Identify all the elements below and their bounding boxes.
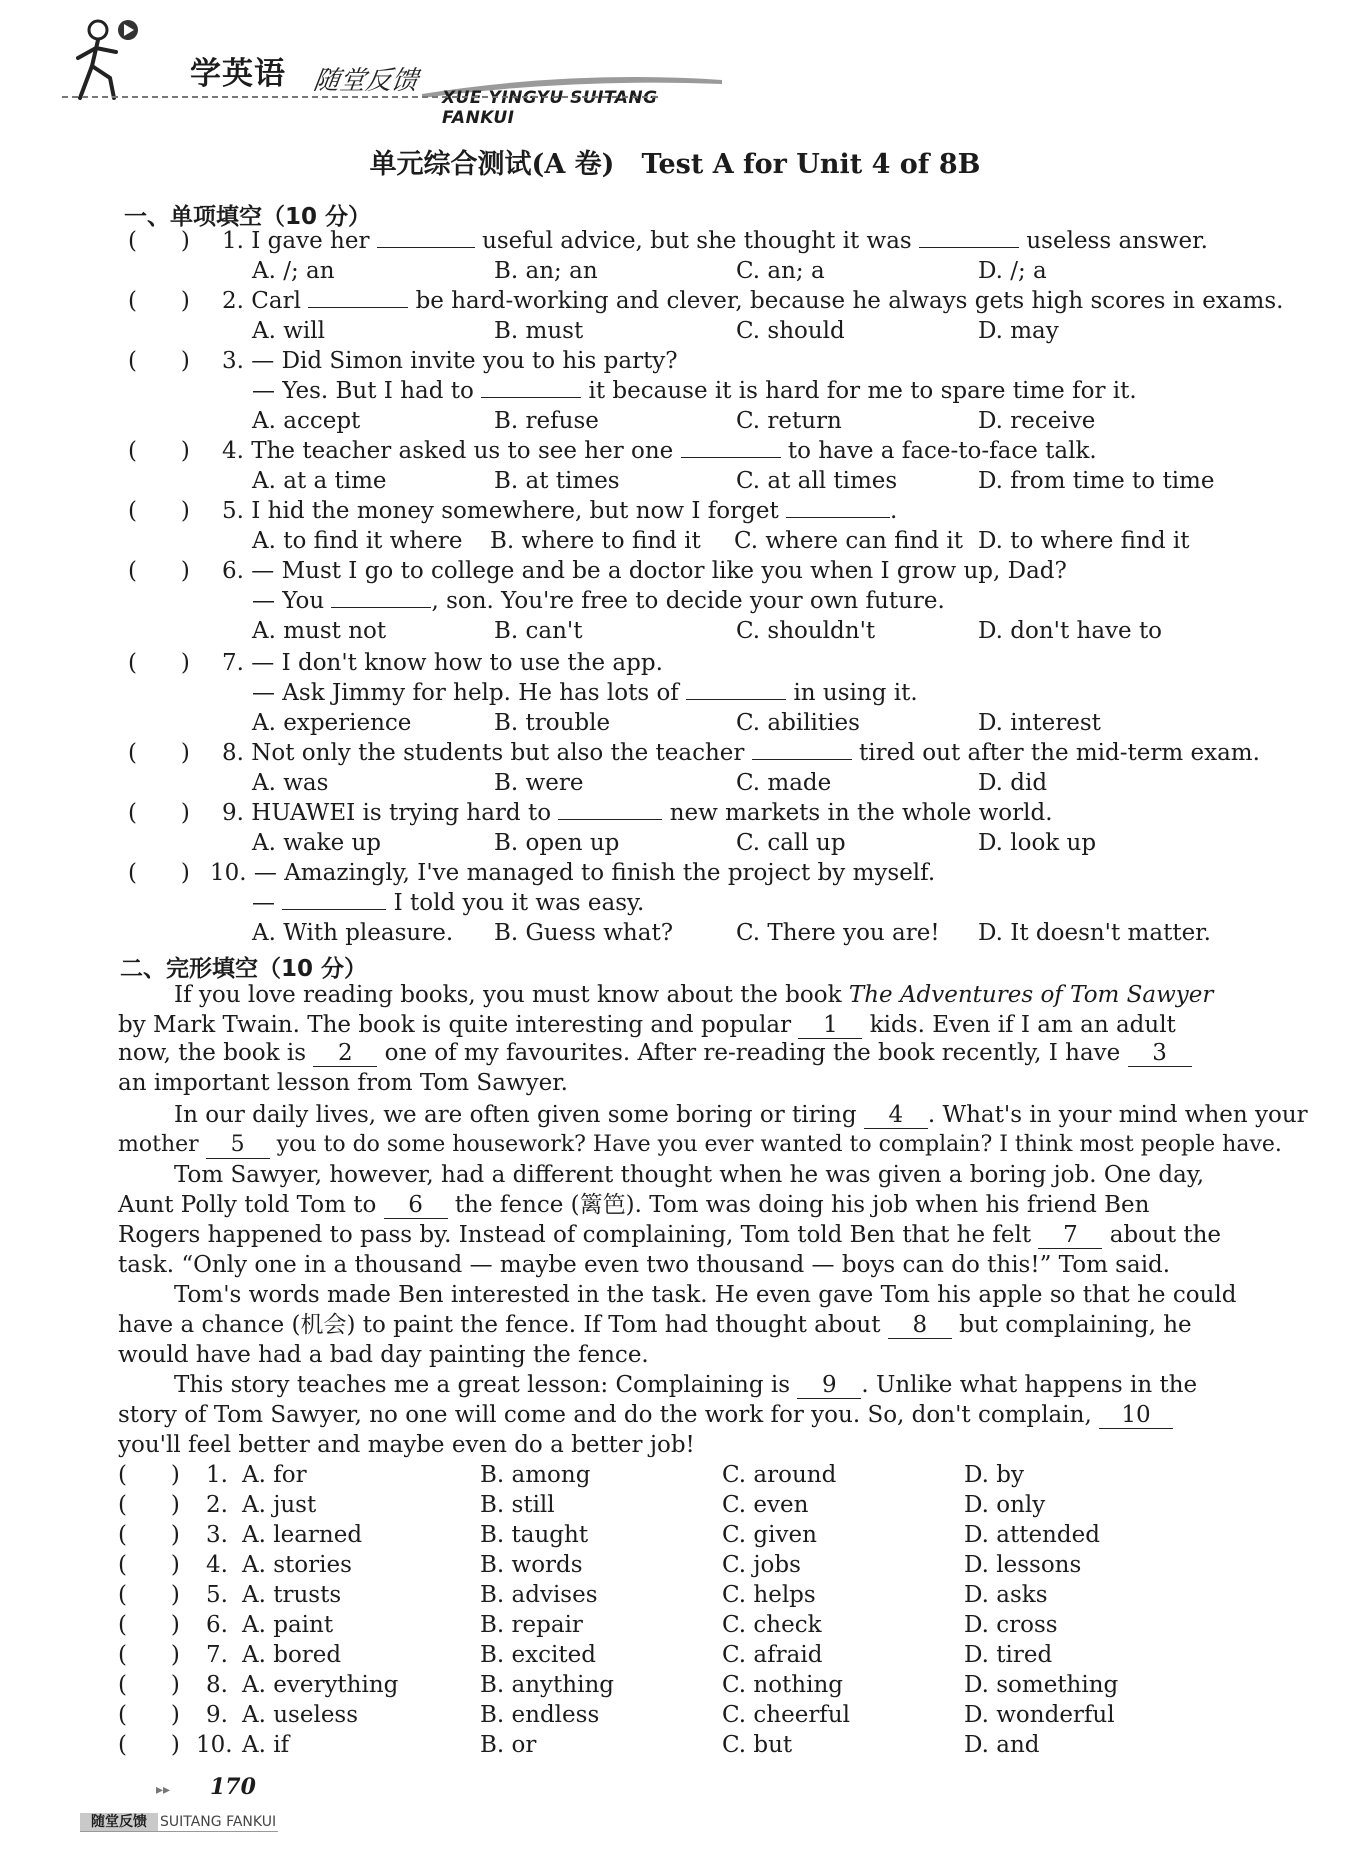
cloze-option-number: 3.: [206, 1522, 228, 1548]
cloze-blank-10: 10: [1099, 1402, 1173, 1429]
cloze-option: A. paint: [242, 1612, 334, 1638]
answer-paren: ( ): [118, 1732, 180, 1758]
answer-blank: [786, 517, 890, 518]
cloze-option: D. only: [964, 1492, 1046, 1518]
answer-paren: ( ): [128, 348, 190, 374]
cloze-option: C. but: [722, 1732, 793, 1758]
option: B. at times: [494, 468, 620, 494]
cloze-option-number: 6.: [206, 1612, 228, 1638]
cloze-option: C. nothing: [722, 1672, 844, 1698]
passage-line: Tom's words made Ben interested in the task. He even gave Tom his apple so that he could: [174, 1282, 1237, 1308]
option: A. accept: [252, 408, 361, 434]
option: B. must: [494, 318, 584, 344]
cloze-option: A. bored: [242, 1642, 342, 1668]
answer-paren: ( ): [128, 740, 190, 766]
cloze-option: C. around: [722, 1462, 837, 1488]
cloze-option: C. jobs: [722, 1552, 801, 1578]
cloze-option: A. stories: [242, 1552, 352, 1578]
question-7: 7. — I don't know how to use the app.: [222, 650, 663, 676]
cloze-option: A. if: [242, 1732, 290, 1758]
answer-paren: ( ): [128, 650, 190, 676]
option: B. an; an: [494, 258, 598, 284]
section2-heading: 二、完形填空（10 分）: [120, 956, 368, 982]
option: B. Guess what?: [494, 920, 674, 946]
cloze-option-number: 7.: [206, 1642, 228, 1668]
cloze-option: C. afraid: [722, 1642, 823, 1668]
answer-paren: ( ): [128, 438, 190, 464]
footer-label-cn: 随堂反馈: [80, 1813, 158, 1831]
answer-paren: ( ): [118, 1582, 180, 1608]
answer-blank: [282, 909, 386, 910]
cloze-option: A. everything: [242, 1672, 399, 1698]
passage-line: have a chance (机会) to paint the fence. If Tom had thought about 8 but complaining, he: [118, 1312, 1192, 1338]
option: D. receive: [978, 408, 1096, 434]
passage-line: In our daily lives, we are often given some boring or tiring 4 . What's in your mind when your: [174, 1102, 1308, 1128]
cloze-option: C. even: [722, 1492, 809, 1518]
header-title-en: XUE YINGYU SUITANG FANKUI: [442, 88, 658, 128]
answer-blank: [681, 457, 781, 458]
cloze-option-number: 1.: [206, 1462, 228, 1488]
cloze-blank-8: 8: [888, 1312, 952, 1339]
cloze-option-number: 10.: [196, 1732, 233, 1758]
answer-blank: [377, 247, 475, 248]
question-9: 9. HUAWEI is trying hard to new markets in the whole world.: [222, 800, 1053, 826]
cloze-option: B. endless: [480, 1702, 600, 1728]
cloze-blank-7: 7: [1038, 1222, 1102, 1249]
answer-blank: [919, 247, 1019, 248]
passage-line: an important lesson from Tom Sawyer.: [118, 1070, 568, 1096]
cloze-option: A. learned: [242, 1522, 363, 1548]
passage-line: task. “Only one in a thousand — maybe even two thousand — boys can do this!” Tom said.: [118, 1252, 1171, 1278]
answer-blank: [481, 397, 581, 398]
option: B. where to find it: [490, 528, 701, 554]
option: D. from time to time: [978, 468, 1215, 494]
answer-paren: ( ): [118, 1642, 180, 1668]
option: D. It doesn't matter.: [978, 920, 1211, 946]
section1-heading: 一、单项填空（10 分）: [124, 204, 372, 230]
option: D. don't have to: [978, 618, 1163, 644]
page-title: 单元综合测试(A 卷) Test A for Unit 4 of 8B: [369, 149, 981, 180]
answer-blank: [752, 759, 852, 760]
cloze-option: B. excited: [480, 1642, 596, 1668]
cloze-option: D. and: [964, 1732, 1040, 1758]
cloze-option: D. lessons: [964, 1552, 1082, 1578]
cloze-option: B. among: [480, 1462, 591, 1488]
option: C. call up: [736, 830, 846, 856]
answer-paren: ( ): [118, 1492, 180, 1518]
question-6-line2: — You , son. You're free to decide your own future.: [252, 588, 945, 614]
passage-line: now, the book is 2 one of my favourites. After re-reading the book recently, I have 3: [118, 1040, 1192, 1067]
answer-paren: ( ): [128, 558, 190, 584]
cloze-blank-4: 4: [864, 1102, 928, 1129]
passage-line: mother 5 you to do some housework? Have you ever wanted to complain? I think most people have.: [118, 1132, 1282, 1157]
cloze-option-number: 5.: [206, 1582, 228, 1608]
cloze-option: D. cross: [964, 1612, 1058, 1638]
option: C. return: [736, 408, 842, 434]
option: D. interest: [978, 710, 1101, 736]
option: C. should: [736, 318, 845, 344]
header-subtitle-cn: 随堂反馈: [311, 66, 420, 96]
cloze-option: C. helps: [722, 1582, 816, 1608]
cloze-option: B. advises: [480, 1582, 598, 1608]
option: B. open up: [494, 830, 620, 856]
cloze-option: A. just: [242, 1492, 317, 1518]
answer-paren: ( ): [118, 1672, 180, 1698]
question-5: 5. I hid the money somewhere, but now I forget .: [222, 498, 898, 524]
header-title-cn: 学英语: [190, 56, 286, 92]
passage-line: Aunt Polly told Tom to 6 the fence (篱笆). Tom was doing his job when his friend Ben: [118, 1192, 1150, 1218]
question-6: 6. — Must I go to college and be a doctor like you when I grow up, Dad?: [222, 558, 1067, 584]
option: A. /; an: [252, 258, 335, 284]
question-10: 10. — Amazingly, I've managed to finish the project by myself.: [210, 860, 936, 886]
passage-line: you'll feel better and maybe even do a better job!: [118, 1432, 695, 1458]
option: D. did: [978, 770, 1048, 796]
answer-paren: ( ): [118, 1702, 180, 1728]
option: A. will: [252, 318, 325, 344]
runner-logo-icon: [70, 18, 148, 102]
option: B. trouble: [494, 710, 611, 736]
passage-line: This story teaches me a great lesson: Complaining is 9 . Unlike what happens in the: [174, 1372, 1198, 1398]
question-3: 3. — Did Simon invite you to his party?: [222, 348, 678, 374]
cloze-option: C. check: [722, 1612, 822, 1638]
cloze-option: B. or: [480, 1732, 537, 1758]
cloze-option-number: 2.: [206, 1492, 228, 1518]
option: B. can't: [494, 618, 583, 644]
cloze-option: A. trusts: [242, 1582, 342, 1608]
option: A. With pleasure.: [252, 920, 454, 946]
passage-line: story of Tom Sawyer, no one will come and do the work for you. So, don't complain, 10: [118, 1402, 1173, 1429]
answer-blank: [308, 307, 408, 308]
option: A. experience: [252, 710, 412, 736]
cloze-option: D. something: [964, 1672, 1119, 1698]
answer-paren: ( ): [118, 1552, 180, 1578]
cloze-option: D. asks: [964, 1582, 1048, 1608]
option: C. an; a: [736, 258, 825, 284]
footer-divider: [80, 1831, 278, 1832]
option: C. abilities: [736, 710, 860, 736]
question-3-line2: — Yes. But I had to it because it is hard for me to spare time for it.: [252, 378, 1137, 404]
option: B. refuse: [494, 408, 599, 434]
cloze-option-number: 9.: [206, 1702, 228, 1728]
option: C. There you are!: [736, 920, 940, 946]
cloze-option: D. tired: [964, 1642, 1053, 1668]
answer-paren: ( ): [118, 1612, 180, 1638]
answer-paren: ( ): [118, 1522, 180, 1548]
option: A. to find it where: [252, 528, 463, 554]
option: D. may: [978, 318, 1059, 344]
passage-line: If you love reading books, you must know about the book The Adventures of Tom Sawyer: [174, 982, 1214, 1008]
option: C. at all times: [736, 468, 898, 494]
passage-line: by Mark Twain. The book is quite interesting and popular 1 kids. Even if I am an adult: [118, 1012, 1176, 1038]
passage-line: Tom Sawyer, however, had a different thought when he was given a boring job. One day,: [174, 1162, 1205, 1188]
answer-paren: ( ): [128, 800, 190, 826]
option: A. must not: [252, 618, 387, 644]
answer-paren: ( ): [128, 860, 190, 886]
cloze-blank-1: 1: [798, 1012, 862, 1039]
answer-paren: ( ): [128, 228, 190, 254]
question-8: 8. Not only the students but also the teacher tired out after the mid-term exam.: [222, 740, 1260, 766]
cloze-option: C. given: [722, 1522, 817, 1548]
cloze-option: B. repair: [480, 1612, 583, 1638]
cloze-option: A. useless: [242, 1702, 359, 1728]
option: A. at a time: [252, 468, 387, 494]
option: C. where can find it: [734, 528, 963, 554]
cloze-blank-6: 6: [384, 1192, 448, 1219]
cloze-option: B. taught: [480, 1522, 589, 1548]
option: D. /; a: [978, 258, 1047, 284]
page-number: 170: [210, 1774, 256, 1800]
question-7-line2: — Ask Jimmy for help. He has lots of in using it.: [252, 680, 918, 706]
answer-blank: [558, 819, 662, 820]
cloze-blank-5: 5: [206, 1132, 270, 1159]
header: [62, 14, 682, 128]
cloze-option: B. words: [480, 1552, 583, 1578]
question-1: 1. I gave her useful advice, but she thought it was useless answer.: [222, 228, 1208, 254]
option: D. look up: [978, 830, 1097, 856]
cloze-blank-2: 2: [313, 1040, 377, 1067]
cloze-option: B. still: [480, 1492, 555, 1518]
option: C. shouldn't: [736, 618, 876, 644]
option: D. to where find it: [978, 528, 1190, 554]
cloze-option: C. cheerful: [722, 1702, 850, 1728]
answer-paren: ( ): [128, 498, 190, 524]
answer-blank: [331, 607, 431, 608]
answer-blank: [686, 699, 786, 700]
cloze-option-number: 8.: [206, 1672, 228, 1698]
option: B. were: [494, 770, 584, 796]
cloze-option: A. for: [242, 1462, 307, 1488]
option: A. was: [252, 770, 329, 796]
page-arrows-icon: ▸▸: [156, 1782, 171, 1798]
question-10-line2: — I told you it was easy.: [252, 890, 645, 916]
question-2: 2. Carl be hard-working and clever, because he always gets high scores in exams.: [222, 288, 1284, 314]
passage-line: would have had a bad day painting the fence.: [118, 1342, 649, 1368]
cloze-blank-3: 3: [1128, 1040, 1192, 1067]
cloze-option: D. attended: [964, 1522, 1100, 1548]
header-divider: [62, 96, 658, 98]
cloze-option-number: 4.: [206, 1552, 228, 1578]
cloze-option: B. anything: [480, 1672, 614, 1698]
passage-line: Rogers happened to pass by. Instead of complaining, Tom told Ben that he felt 7 about the: [118, 1222, 1222, 1248]
book-title: The Adventures of Tom Sawyer: [848, 982, 1214, 1008]
cloze-option: D. wonderful: [964, 1702, 1115, 1728]
question-4: 4. The teacher asked us to see her one to have a face-to-face talk.: [222, 438, 1097, 464]
option: C. made: [736, 770, 832, 796]
answer-paren: ( ): [128, 288, 190, 314]
option: A. wake up: [252, 830, 382, 856]
cloze-option: D. by: [964, 1462, 1024, 1488]
cloze-blank-9: 9: [797, 1372, 861, 1399]
answer-paren: ( ): [118, 1462, 180, 1488]
footer-label-en: SUITANG FANKUI: [160, 1814, 277, 1830]
